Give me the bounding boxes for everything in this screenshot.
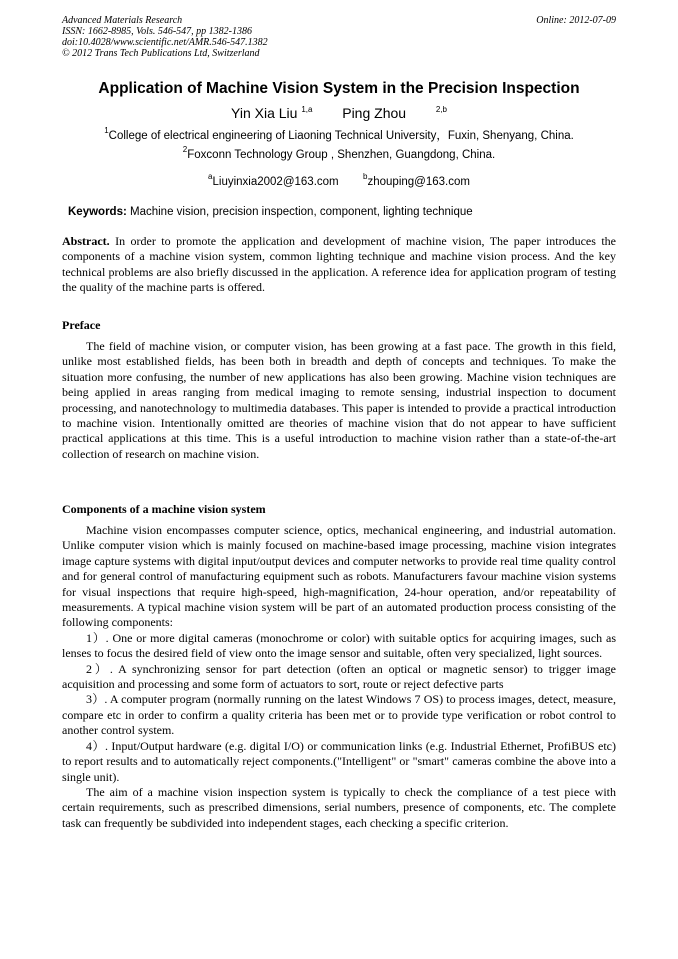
- author-1: Yin Xia Liu: [231, 105, 298, 121]
- journal-issn: ISSN: 1662-8985, Vols. 546-547, pp 1382-1386: [62, 26, 252, 37]
- abstract: [62, 234, 616, 296]
- affiliation-1: [62, 126, 616, 143]
- affiliation-1-superscript: 1: [104, 126, 109, 135]
- component-item-4: 4）. Input/Output hardware (e.g. digital I/O) or communication links (e.g. Industrial Ethernet, ProfiBUS etc) to report results and to automatically reject components.("Intelligent" or "smart" cameras combine the above into a single unit).: [62, 738, 616, 784]
- affiliation-2-superscript: 2: [182, 145, 188, 154]
- author-line: [62, 104, 616, 122]
- components-intro: Machine vision encompasses computer science, optics, mechanical engineering, and industrial automation. Unlike computer vision which is mainly focused on machine-based image processing, machine vision integrates image capture systems with digital input/output devices and computer networks to provide real time quality control and for general control of manufacturing equipment such as robots. Manufacturers favour machine vision systems for visual inspections that require high-speed, high-magnification, 24-hour operation, and/or repeatability of measurements. A typical machine vision system will be part of an automated production process consisting of the following components:: [62, 523, 616, 630]
- component-item-2: 2）. A synchronizing sensor for part detection (often an optical or magnetic sensor) to trigger image acquisition and processing and some form of actuators to sort, route or reject defective parts: [62, 661, 616, 692]
- preface-paragraph: The field of machine vision, or computer vision, has been growing at a fast pace. The growth in this field, unlike most established fields, has been both in breadth and depth of concepts and techniques. To make the situation more confusing, the number of new applications has also been growing. Machine vision techniques are being applied in areas ranging from medical imaging to remote sensing, industrial inspection to document processing, and nanotechnology to multimedia databases. This paper is intended to provide a practical introduction to machine vision. Intentionally omitted are theories of machine vision that do not appear to have sufficient practical applications at this time. This is a useful introduction to machine vision rather than a state-of-the-art collection of research on machine vision.: [62, 339, 616, 461]
- component-item-1: 1）. One or more digital cameras (monochrome or color) with suitable optics for acquiring images, such as lenses to focus the desired field of view onto the image sensor and suitable, often very specialized, light sources.: [62, 630, 616, 661]
- journal-header: [62, 15, 616, 59]
- keywords-label: Keywords:: [68, 206, 127, 218]
- preface-heading: Preface: [62, 318, 101, 332]
- email-2-superscript: b: [363, 172, 368, 181]
- author-2-superscript: 2,b: [435, 105, 447, 114]
- email-1: Liuyinxia2002@163.com: [212, 176, 339, 188]
- online-date: Online: 2012-07-09: [536, 15, 616, 26]
- affiliation-1-text: College of electrical engineering of Liaoning Technical University，Fuxin, Shenyang, China.: [108, 130, 574, 142]
- components-heading: Components of a machine vision system: [62, 502, 266, 516]
- paper-title: Application of Machine Vision System in the Precision Inspection: [98, 80, 580, 97]
- journal-name: Advanced Materials Research: [62, 15, 183, 26]
- abstract-text: In order to promote the application and development of machine vision, The paper introduces the components of a machine vision system, common lighting technique and machine vision process. And the key technical problems are also briefly discussed in the application. A reference idea for application program of testing the quality of the machine parts is offered.: [62, 234, 616, 295]
- email-1-superscript: a: [208, 172, 213, 181]
- email-2: zhouping@163.com: [367, 176, 470, 188]
- keywords-text: Machine vision, precision inspection, component, lighting technique: [126, 206, 473, 218]
- keywords: [68, 205, 616, 219]
- journal-doi: doi:10.4028/www.scientific.net/AMR.546-547.1382: [62, 37, 268, 48]
- journal-copyright: © 2012 Trans Tech Publications Ltd, Switzerland: [62, 48, 260, 59]
- components-section: [62, 523, 616, 831]
- preface-section: [62, 339, 616, 462]
- affiliation-2: [62, 145, 616, 162]
- affiliation-2-text: Foxconn Technology Group , Shenzhen, Guangdong, China.: [187, 149, 496, 161]
- author-1-superscript: 1,a: [301, 105, 313, 114]
- author-2: Ping Zhou: [342, 105, 407, 121]
- component-item-3: 3）. A computer program (normally running on the latest Windows 7 OS) to process images, detect, measure, compare etc in order to confirm a quality criteria has been met or to provide type verification or robot control to another control system.: [62, 692, 616, 738]
- components-closing: The aim of a machine vision inspection system is typically to check the compliance of a test piece with certain requirements, such as prescribed dimensions, serial numbers, presence of components, etc. The complete task can frequently be subdivided into independent stages, each checking a specific criterion.: [62, 784, 616, 830]
- abstract-label: Abstract.: [62, 234, 110, 248]
- email-line: [62, 172, 616, 189]
